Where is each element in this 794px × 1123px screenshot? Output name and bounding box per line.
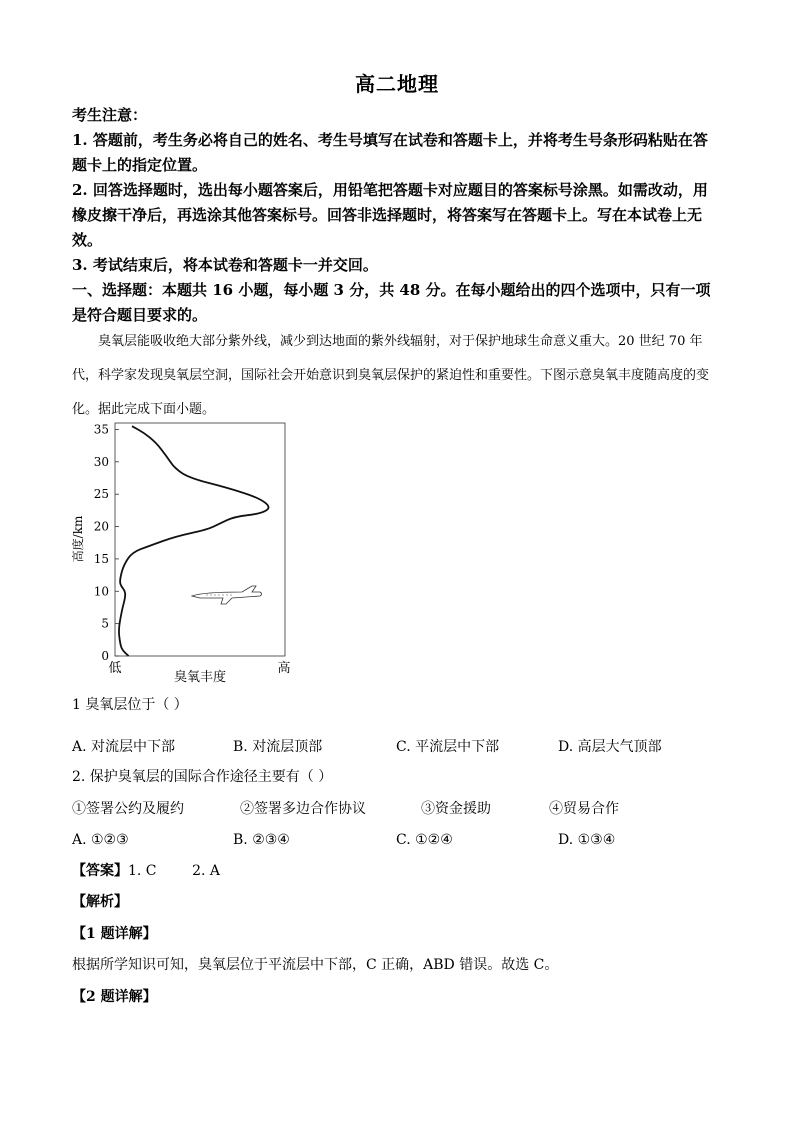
y-tick-label: 10: [93, 584, 109, 599]
ozone-chart: [72, 418, 302, 688]
reading-passage: [72, 325, 722, 427]
detail-2-heading: 【2 题详解】: [72, 989, 157, 1005]
q2-statement-2: ②签署多边合作协议: [240, 801, 366, 817]
section-instructions: 一、选择题：本题共 16 小题，每小题 3 分，共 48 分。在每小题给出的四个选项中，只有一项是符合题目要求的。: [72, 281, 711, 324]
notice-heading: 考生注意：: [72, 106, 148, 124]
q2-option-b: B. ②③④: [233, 832, 290, 848]
page-title: 高二地理: [355, 72, 439, 96]
q1-option-a: A. 对流层中下部: [72, 739, 176, 755]
airplane-icon: [192, 586, 262, 604]
y-axis-label: 高度/km: [72, 515, 85, 563]
notice-item-1: 1. 答题前，考生务必将自己的姓名、考生号填写在试卷和答题卡上，并将考生号条形码粘贴在答题卡上的指定位置。: [72, 131, 708, 174]
q2-statement-1: ①签署公约及履约: [72, 801, 184, 817]
exam-notice: [72, 103, 722, 328]
q1-option-c: C. 平流层中下部: [396, 739, 500, 755]
notice-item-3: 3. 考试结束后，将本试卷和答题卡一并交回。: [72, 256, 378, 274]
q2-option-c: C. ①②④: [396, 832, 453, 848]
plot-frame: [115, 423, 285, 656]
q2-option-d: D. ①③④: [558, 832, 616, 848]
y-tick-label: 0: [101, 649, 109, 663]
question-1-stem: 1 臭氧层位于（ ）: [72, 697, 188, 713]
x-tick-low: 低: [108, 661, 122, 676]
detail-1-text: 根据所学知识可知，臭氧层位于平流层中下部，C 正确，ABD 错误。故选 C。: [72, 957, 559, 973]
question-2-stem: 2. 保护臭氧层的国际合作途径主要有（ ）: [72, 769, 333, 785]
y-tick-label: 25: [93, 487, 109, 502]
q2-option-a: A. ①②③: [72, 832, 129, 848]
y-tick-label: 5: [101, 616, 109, 631]
q1-option-d: D. 高层大气顶部: [558, 739, 662, 755]
ozone-chart-svg: [72, 418, 302, 688]
detail-1-heading: 【1 题详解】: [72, 926, 157, 942]
q2-statement-3: ③资金援助: [421, 801, 491, 817]
analysis-heading: 【解析】: [72, 894, 128, 910]
q1-option-b: B. 对流层顶部: [233, 739, 323, 755]
ozone-abundance-line: [119, 426, 268, 656]
answer-tag: 【答案】: [72, 863, 128, 879]
y-tick-label: 20: [93, 519, 109, 534]
x-tick-high: 高: [277, 661, 291, 676]
answer-line: [72, 861, 220, 881]
y-tick-label: 15: [93, 551, 109, 566]
x-axis-label: 臭氧丰度: [173, 670, 227, 685]
y-tick-label: 35: [93, 422, 109, 437]
notice-item-2: 2. 回答选择题时，选出每小题答案后，用铅笔把答题卡对应题目的答案标号涂黑。如需改动，用橡皮擦干净后，再选涂其他答案标号。回答非选择题时，将答案写在答题卡上。写在本试卷上无效。: [72, 181, 708, 249]
y-tick-label: 30: [93, 454, 109, 469]
answer-text: 1. C 2. A: [128, 863, 221, 879]
passage-text: 臭氧层能吸收绝大部分紫外线，减少到达地面的紫外线辐射，对于保护地球生命意义重大。20 世纪 70 年代，科学家发现臭氧层空洞，国际社会开始意识到臭氧层保护的紧迫性和重要性。下图示意臭氧丰度随高度的变化。据此完成下面小题。: [72, 334, 710, 417]
q2-statement-4: ④贸易合作: [549, 801, 619, 817]
